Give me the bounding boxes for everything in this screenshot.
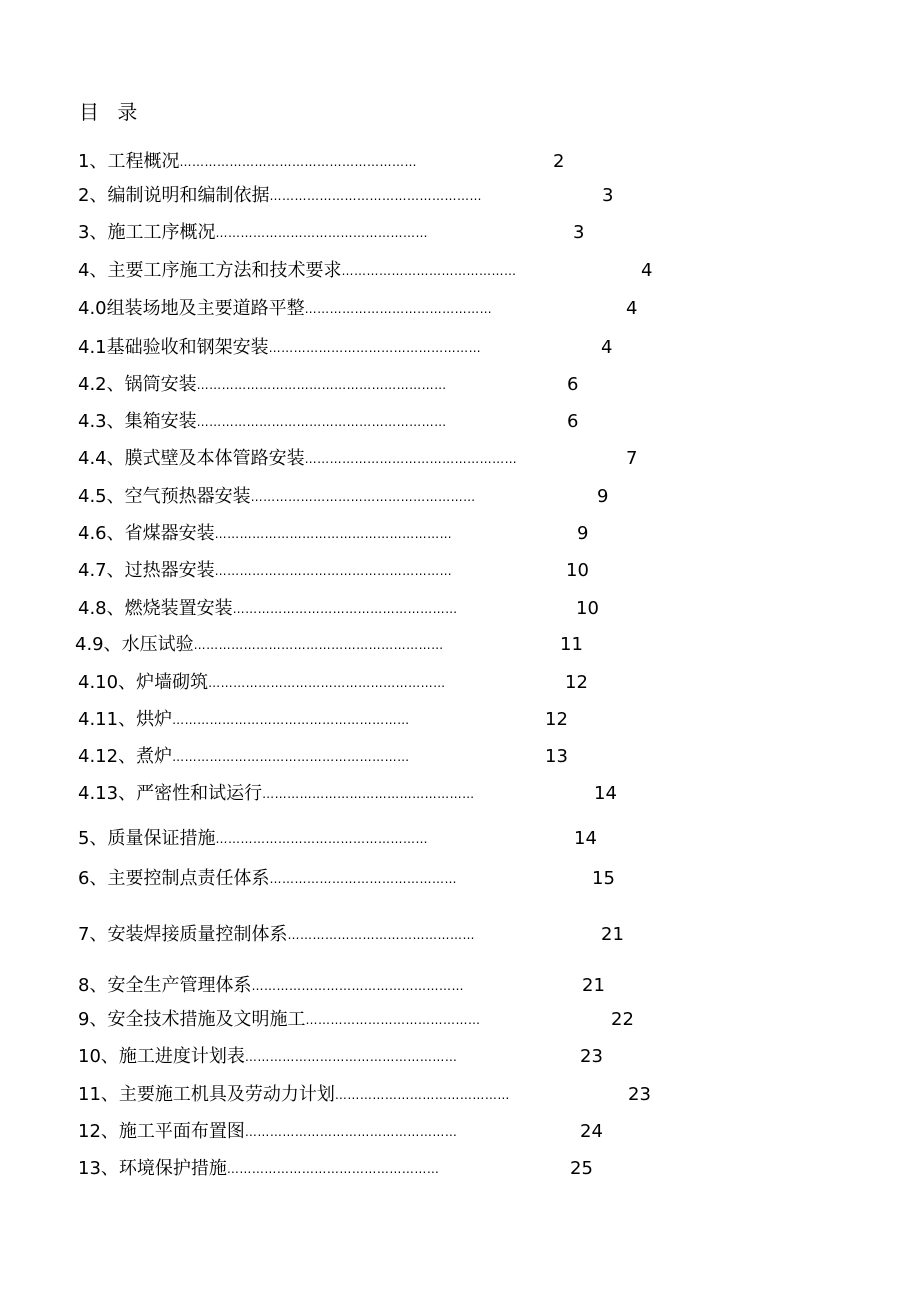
toc-entry-label: 4.4、膜式壁及本体管路安装……………………………………………	[78, 448, 518, 469]
toc-entry-page: 7	[626, 448, 638, 469]
toc-title: 目 录	[79, 100, 144, 124]
toc-entry-label: 8、安全生产管理体系……………………………………………	[78, 975, 464, 996]
toc-entry	[0, 596, 920, 622]
toc-entry-label: 4.8、燃烧装置安装………………………………………………	[78, 598, 458, 619]
toc-entry-label: 9、安全技术措施及文明施工……………………………………	[78, 1009, 481, 1030]
toc-entry-page: 4	[641, 260, 653, 281]
toc-entry-page: 22	[611, 1009, 634, 1030]
toc-entry	[0, 1007, 920, 1033]
toc-entry-label: 4.10、炉墙砌筑…………………………………………………	[78, 672, 446, 693]
toc-leader-dots: …………………………………………………	[214, 564, 453, 578]
toc-entry-label: 4.2、锅筒安装……………………………………………………	[78, 374, 447, 395]
toc-entry-label: 4.5、空气预热器安装………………………………………………	[78, 486, 476, 507]
toc-entry	[0, 372, 920, 398]
toc-entry-label: 4.7、过热器安装…………………………………………………	[78, 560, 453, 581]
toc-entry-page: 21	[601, 924, 624, 945]
toc-entry-label: 1、工程概况…………………………………………………	[78, 151, 417, 172]
toc-entry	[0, 1156, 920, 1182]
toc-entry	[0, 670, 920, 696]
toc-leader-dots: ……………………………………	[334, 1088, 510, 1102]
toc-entry-label: 4.13、严密性和试运行……………………………………………	[78, 783, 475, 804]
toc-leader-dots: ……………………………………………	[262, 787, 475, 801]
toc-leader-dots: ……………………………………………	[215, 226, 428, 240]
toc-leader-dots: …………………………………………………	[172, 750, 410, 764]
toc-entry-label: 4.12、煮炉…………………………………………………	[78, 746, 410, 767]
toc-leader-dots: ……………………………………………………	[193, 638, 444, 652]
toc-entry-label: 6、主要控制点责任体系………………………………………	[78, 868, 457, 889]
toc-entry	[0, 922, 920, 948]
toc-leader-dots: …………………………………………………	[208, 676, 446, 690]
toc-leader-dots: ……………………………………………	[244, 1050, 458, 1064]
toc-entry-page: 12	[565, 672, 588, 693]
toc-leader-dots: ……………………………………………	[251, 979, 464, 993]
toc-entry-label: 12、施工平面布置图……………………………………………	[78, 1121, 458, 1142]
toc-entry	[0, 521, 920, 547]
toc-entry-label: 4.3、集箱安装……………………………………………………	[78, 411, 447, 432]
toc-leader-dots: ……………………………………………	[304, 452, 518, 466]
toc-entry	[0, 1119, 920, 1145]
toc-entry	[0, 296, 920, 322]
toc-entry-page: 15	[592, 868, 615, 889]
toc-leader-dots: ……………………………………	[341, 264, 517, 278]
toc-entry	[0, 707, 920, 733]
toc-leader-dots: ……………………………………………	[268, 341, 482, 355]
toc-entry-label: 13、环境保护措施……………………………………………	[78, 1158, 440, 1179]
toc-entry-label: 11、主要施工机具及劳动力计划……………………………………	[78, 1084, 510, 1105]
toc-entry-label: 4.1基础验收和钢架安装……………………………………………	[78, 337, 482, 358]
toc-entry	[0, 484, 920, 510]
toc-leader-dots: ………………………………………	[304, 302, 493, 316]
toc-entry-page: 14	[574, 828, 597, 849]
toc-entry-label: 4.9、水压试验……………………………………………………	[75, 634, 444, 655]
toc-entry-page: 6	[567, 374, 579, 395]
toc-leader-dots: ……………………………………………	[244, 1125, 458, 1139]
toc-entry-page: 23	[580, 1046, 603, 1067]
toc-entry-page: 4	[626, 298, 638, 319]
toc-leader-dots: ……………………………………………………	[196, 415, 447, 429]
toc-entry-page: 2	[553, 151, 565, 172]
toc-leader-dots: ……………………………………………………	[196, 378, 447, 392]
toc-leader-dots: ………………………………………	[269, 872, 457, 886]
toc-leader-dots: ………………………………………	[287, 928, 475, 942]
toc-entry-page: 3	[602, 185, 614, 206]
toc-leader-dots: ……………………………………………	[215, 832, 428, 846]
toc-entry-page: 9	[577, 523, 589, 544]
toc-leader-dots: ……………………………………………	[226, 1162, 440, 1176]
toc-entry	[0, 866, 920, 892]
toc-entry-page: 14	[594, 783, 617, 804]
toc-entry	[0, 558, 920, 584]
toc-entry	[0, 1082, 920, 1108]
toc-entry-label: 3、施工工序概况……………………………………………	[78, 222, 428, 243]
toc-entry	[0, 409, 920, 435]
toc-entry-page: 10	[576, 598, 599, 619]
toc-leader-dots: ………………………………………………	[232, 602, 458, 616]
toc-entry	[0, 632, 920, 658]
toc-entry	[0, 446, 920, 472]
toc-leader-dots: ……………………………………	[305, 1013, 481, 1027]
toc-entry-page: 13	[545, 746, 568, 767]
toc-leader-dots: ………………………………………………	[250, 490, 476, 504]
toc-entry	[0, 973, 920, 999]
toc-entry-label: 4.6、省煤器安装…………………………………………………	[78, 523, 453, 544]
toc-entry	[0, 1044, 920, 1070]
toc-entry	[0, 744, 920, 770]
toc-entry-label: 5、质量保证措施……………………………………………	[78, 828, 428, 849]
toc-entry	[0, 220, 920, 246]
toc-entry-page: 4	[601, 337, 613, 358]
toc-entry-label: 4.11、烘炉…………………………………………………	[78, 709, 410, 730]
toc-entry	[0, 826, 920, 852]
toc-leader-dots: …………………………………………………	[214, 527, 453, 541]
toc-entry	[0, 781, 920, 807]
toc-entry-page: 3	[573, 222, 585, 243]
toc-entry-page: 12	[545, 709, 568, 730]
toc-entry-page: 9	[597, 486, 609, 507]
toc-entry-label: 4.0组装场地及主要道路平整………………………………………	[78, 298, 493, 319]
toc-entry-label: 7、安装焊接质量控制体系………………………………………	[78, 924, 475, 945]
toc-entry	[0, 335, 920, 361]
toc-entry-label: 4、主要工序施工方法和技术要求……………………………………	[78, 260, 517, 281]
toc-entry-page: 6	[567, 411, 579, 432]
toc-entry-page: 10	[566, 560, 589, 581]
toc-entry	[0, 258, 920, 284]
toc-entry	[0, 149, 920, 175]
toc-entry-page: 21	[582, 975, 605, 996]
toc-entry-label: 10、施工进度计划表……………………………………………	[78, 1046, 458, 1067]
toc-entry-page: 11	[560, 634, 583, 655]
toc-entry-page: 24	[580, 1121, 603, 1142]
toc-entry-label: 2、编制说明和编制依据……………………………………………	[78, 185, 482, 206]
toc-entry-page: 25	[570, 1158, 593, 1179]
toc-entry-page: 23	[628, 1084, 651, 1105]
toc-leader-dots: ……………………………………………	[269, 189, 482, 203]
toc-leader-dots: …………………………………………………	[179, 155, 417, 169]
toc-entry	[0, 183, 920, 209]
toc-leader-dots: …………………………………………………	[172, 713, 410, 727]
